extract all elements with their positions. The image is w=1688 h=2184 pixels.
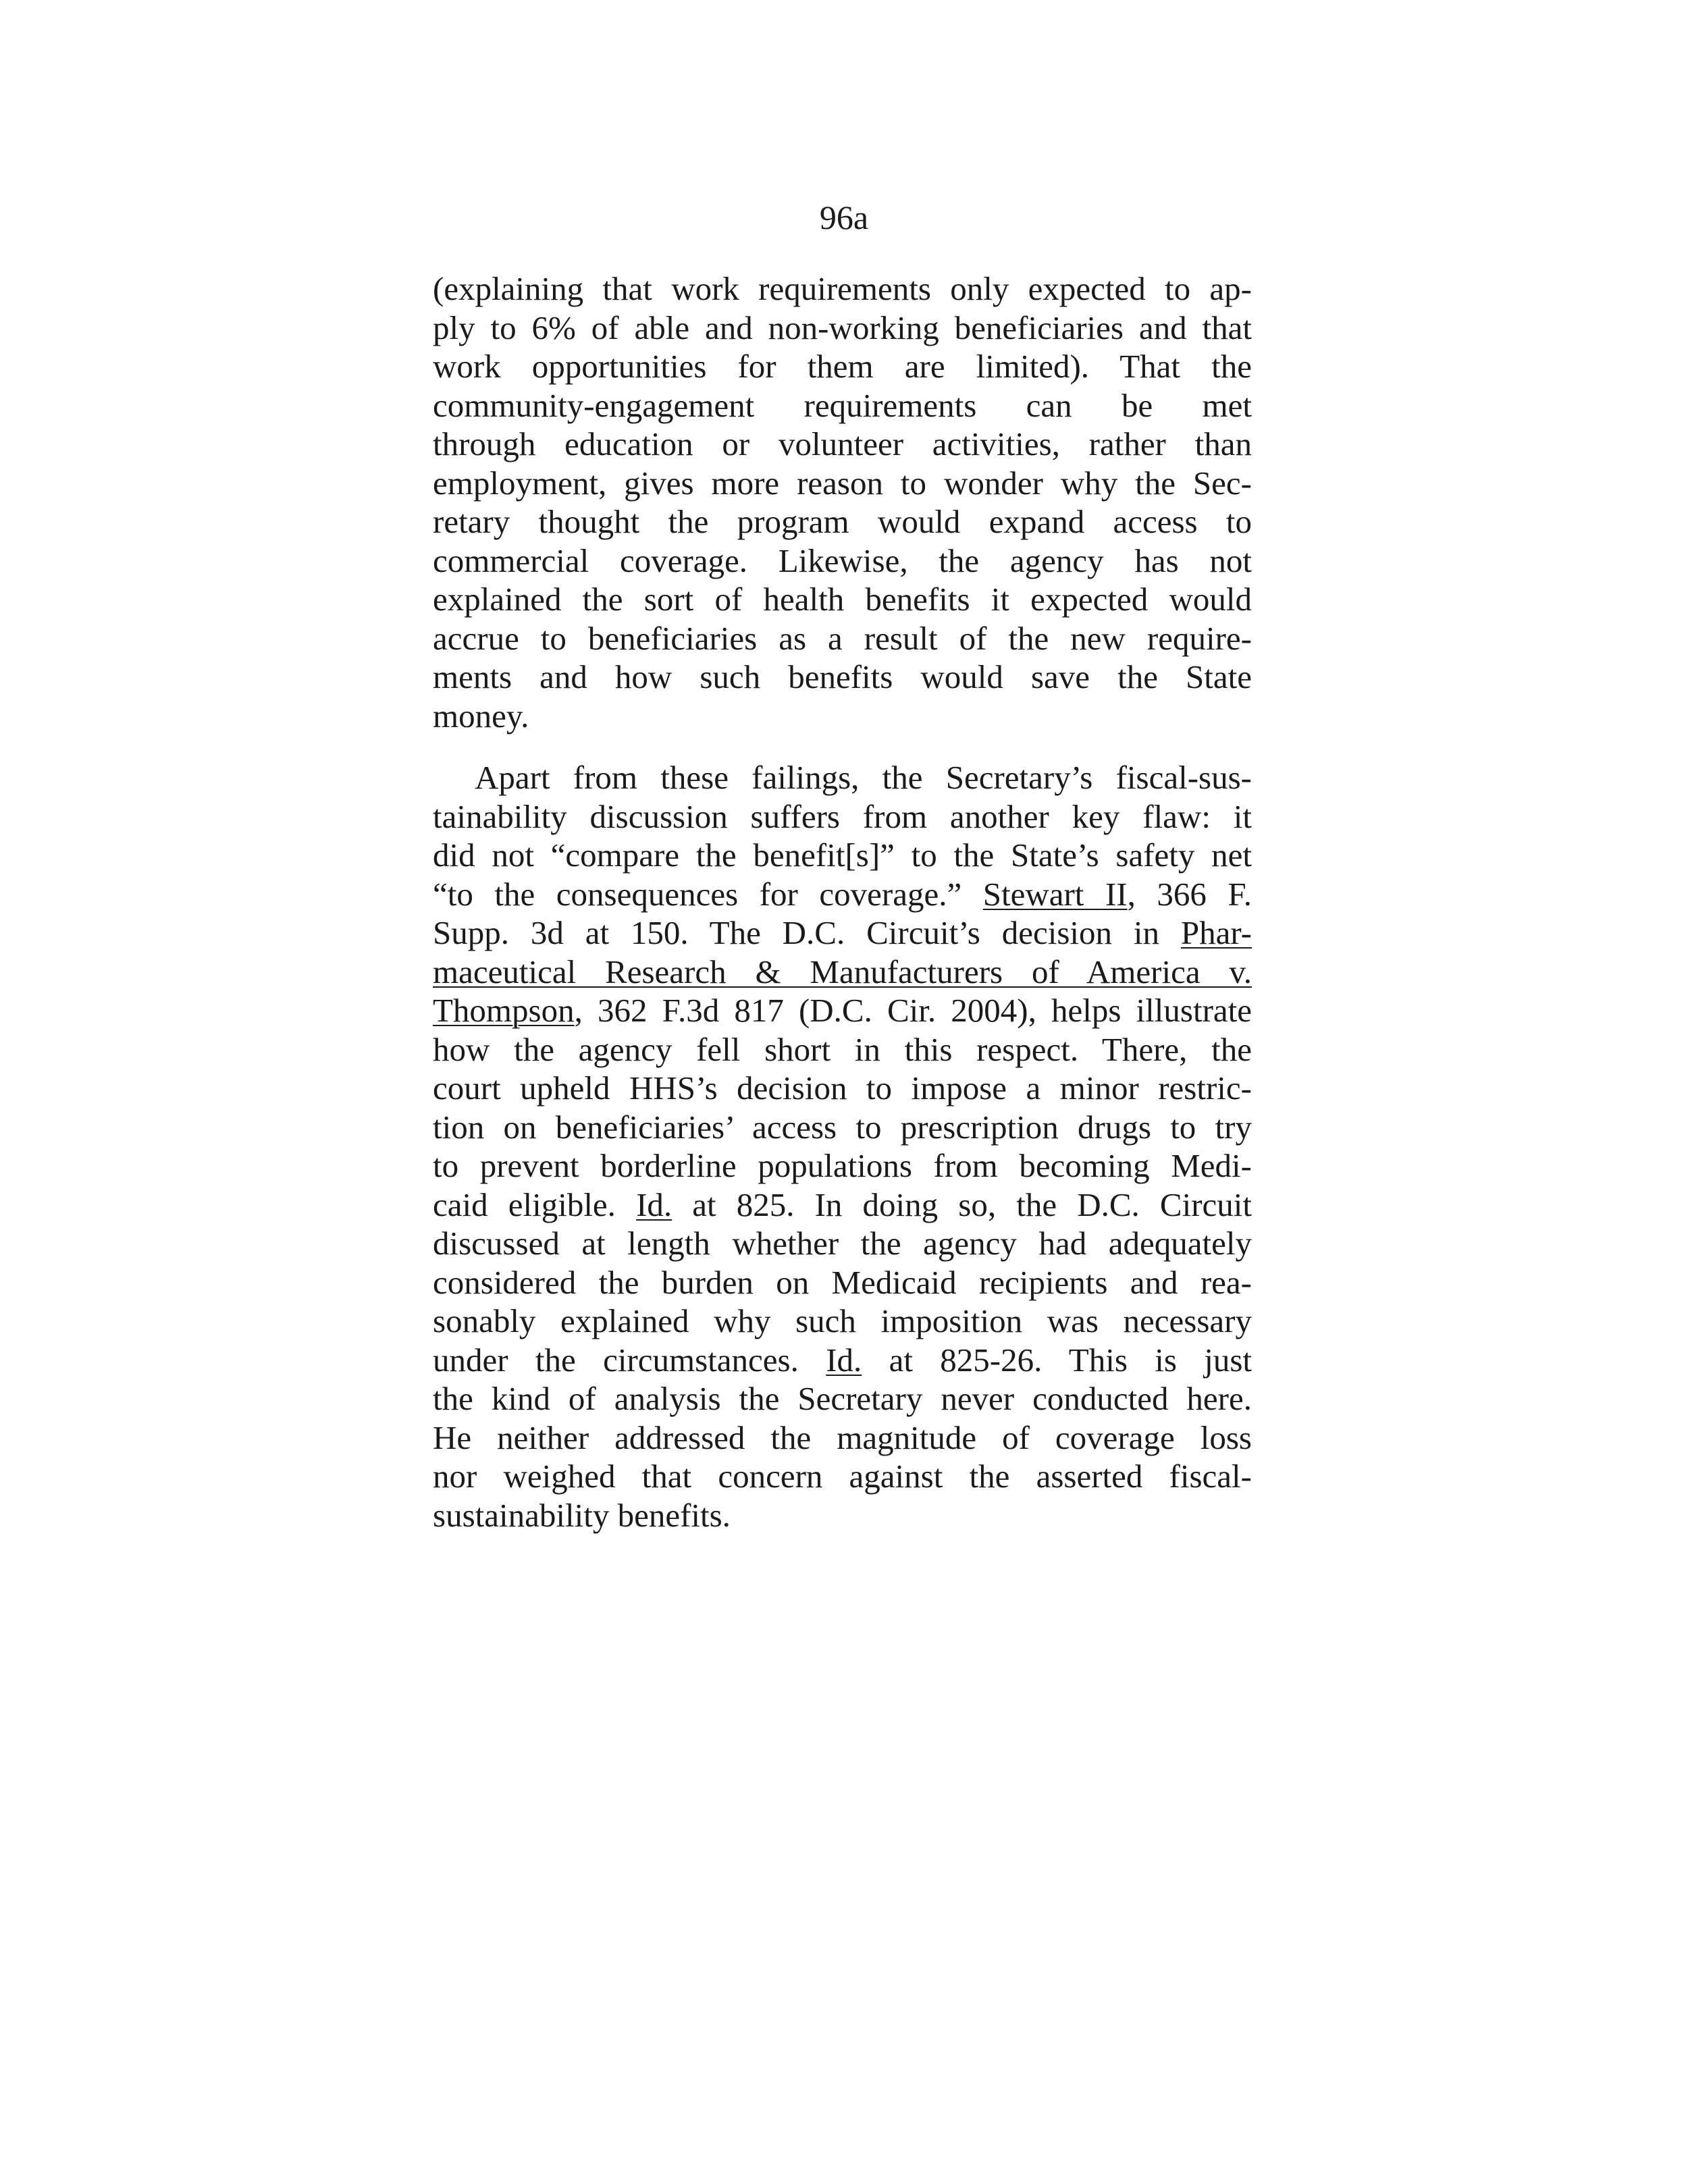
text-line <box>433 875 1252 914</box>
text-line <box>433 1379 1252 1418</box>
text-line <box>433 1186 1252 1225</box>
text-line <box>433 1457 1252 1496</box>
paragraph-2 <box>433 758 1252 1535</box>
text-segment: nor weighed that concern against the asserted fiscal- <box>433 1458 1252 1495</box>
text-segment: work opportunities for them are limited). That the <box>433 348 1252 385</box>
text-line <box>433 309 1252 348</box>
text-line <box>433 1263 1252 1302</box>
text-line <box>433 913 1252 953</box>
text-line <box>433 619 1252 658</box>
paragraph-1 <box>433 269 1252 735</box>
text-line <box>433 386 1252 425</box>
text-segment: under the circumstances. <box>433 1341 826 1379</box>
paragraph-gap <box>433 735 1252 758</box>
text-line <box>433 269 1252 309</box>
text-line <box>433 1108 1252 1147</box>
text-segment: at 825. In doing so, the D.C. Circuit <box>672 1186 1252 1223</box>
text-segment: accrue to beneficiaries as a result of the new require- <box>433 619 1252 657</box>
text-segment: retary thought the program would expand access to <box>433 503 1252 540</box>
text-segment: tion on beneficiaries’ access to prescription drugs to try <box>433 1108 1252 1146</box>
text-segment: the kind of analysis the Secretary never conducted here. <box>433 1380 1252 1417</box>
text-segment: commercial coverage. Likewise, the agency has not <box>433 541 1252 579</box>
text-line <box>433 425 1252 464</box>
text-segment: ments and how such benefits would save the State <box>433 658 1252 695</box>
text-segment: sustainability benefits. <box>433 1496 731 1534</box>
text-segment: explained the sort of health benefits it expected would <box>433 581 1252 618</box>
document-body <box>433 269 1252 1535</box>
text-line <box>433 580 1252 619</box>
text-line <box>433 658 1252 697</box>
text-line <box>433 1069 1252 1108</box>
text-segment: “to the consequences for coverage.” <box>433 875 983 913</box>
case-citation: Stewart II <box>982 875 1128 913</box>
text-segment: did not “compare the benefit[s]” to the State’s safety net <box>433 836 1252 874</box>
case-citation: Thompson <box>433 992 575 1029</box>
text-line <box>433 1496 1252 1535</box>
text-line <box>433 464 1252 503</box>
text-segment: caid eligible. <box>433 1186 637 1223</box>
text-line <box>433 1418 1252 1458</box>
text-segment: community-engagement requirements can be met <box>433 386 1252 424</box>
text-line <box>433 1224 1252 1263</box>
text-line <box>433 1341 1252 1380</box>
text-segment: Supp. 3d at 150. The D.C. Circuit’s decision in <box>433 914 1181 951</box>
text-line <box>433 991 1252 1030</box>
id-citation: Id. <box>826 1341 862 1379</box>
text-segment: Apart from these failings, the Secretary’s fiscal-sus- <box>475 759 1252 796</box>
text-line <box>433 502 1252 541</box>
text-line <box>433 541 1252 581</box>
case-citation: Phar- <box>1180 914 1252 951</box>
text-segment: to prevent borderline populations from becoming Medi- <box>433 1147 1252 1184</box>
text-segment: ply to 6% of able and non-working beneficiaries and that <box>433 309 1252 346</box>
text-segment: employment, gives more reason to wonder why the Sec- <box>433 464 1252 502</box>
text-segment: discussed at length whether the agency had adequately <box>433 1225 1252 1262</box>
text-segment: , 362 F.3d 817 (D.C. Cir. 2004), helps illustrate <box>574 992 1252 1029</box>
text-line <box>433 347 1252 386</box>
text-line <box>433 836 1252 875</box>
text-segment: sonably explained why such imposition was necessary <box>433 1302 1252 1339</box>
text-line <box>433 1302 1252 1341</box>
text-line <box>433 953 1252 992</box>
text-segment: court upheld HHS’s decision to impose a minor restric- <box>433 1069 1252 1107</box>
text-segment: money. <box>433 697 529 735</box>
id-citation: Id. <box>636 1186 672 1223</box>
text-segment: considered the burden on Medicaid recipients and rea- <box>433 1263 1252 1301</box>
case-citation: maceutical Research & Manufacturers of America v. <box>433 953 1252 990</box>
text-segment: (explaining that work requirements only expected to ap- <box>433 270 1252 307</box>
page-number: 96a <box>819 198 869 236</box>
text-line <box>433 758 1252 797</box>
text-segment: how the agency fell short in this respect. There, the <box>433 1030 1252 1068</box>
text-line <box>433 697 1252 736</box>
text-line <box>433 1146 1252 1186</box>
text-segment: , 366 F. <box>1127 875 1252 913</box>
text-segment: through education or volunteer activities, rather than <box>433 425 1252 462</box>
text-segment: tainability discussion suffers from another key flaw: it <box>433 797 1252 835</box>
text-line <box>433 797 1252 836</box>
text-segment: at 825-26. This is just <box>862 1341 1252 1379</box>
text-segment: He neither addressed the magnitude of coverage loss <box>433 1418 1252 1456</box>
text-line <box>433 1030 1252 1069</box>
